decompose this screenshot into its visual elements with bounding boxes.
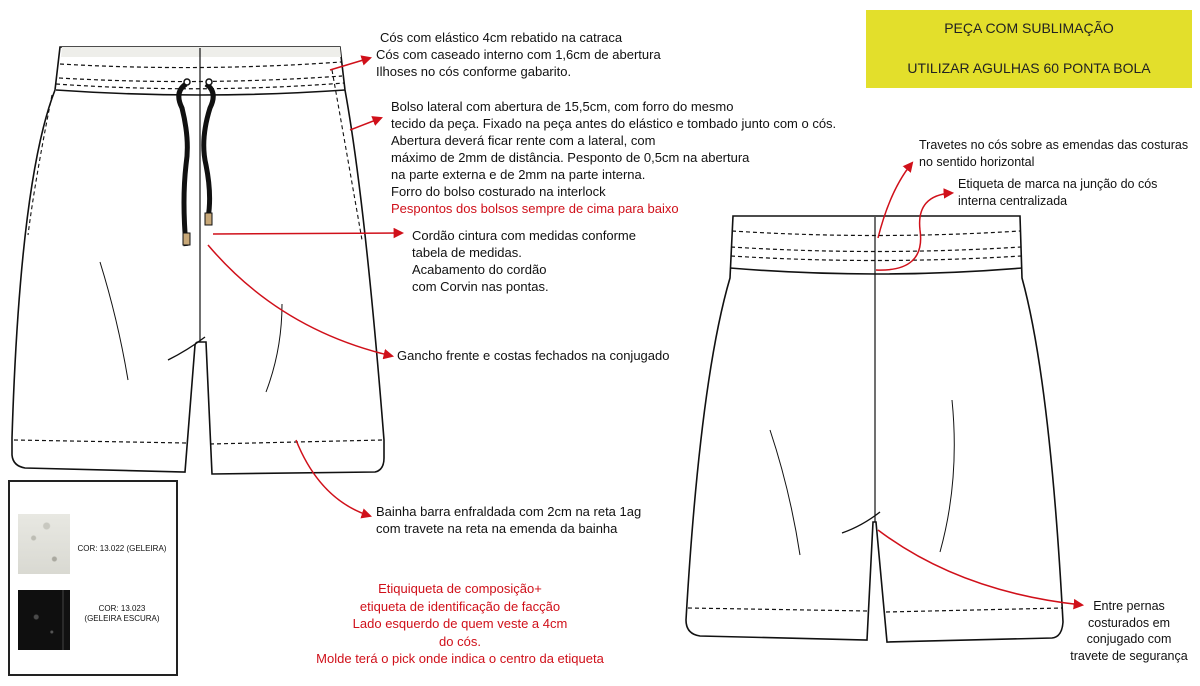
back-hem-stitch-left (688, 608, 868, 611)
note-waistband (376, 29, 661, 80)
note-line: Cós com caseado interno com 1,6cm de abertura (376, 47, 661, 62)
swatch-label-geleira (72, 544, 172, 554)
back-hem-stitch-right (886, 608, 1062, 612)
note-line: Molde terá o pick onde indica o centro da etiqueta (316, 651, 604, 666)
note-line: Ilhoses no cós conforme gabarito. (376, 64, 572, 79)
arrow-crotch (208, 245, 392, 356)
front-pocket-right-stitch (332, 70, 362, 240)
note-line: com Corvin nas pontas. (412, 279, 549, 294)
front-crotch-fold (168, 337, 205, 360)
front-waistband-top (61, 47, 341, 57)
note-line: travete de segurança (1070, 648, 1188, 663)
eyelet-left (184, 79, 190, 85)
note-line: Etiquiqueta de composição+ (378, 581, 542, 596)
note-line: costurados em (1088, 615, 1170, 630)
front-drape-left (100, 262, 128, 380)
swatch-label-line: (GELEIRA ESCURA) (84, 614, 160, 623)
front-pocket-left-stitch (28, 95, 52, 235)
note-line: tabela de medidas. (412, 245, 522, 260)
arrow-brand-label (876, 193, 952, 270)
note-line: Travetes no cós sobre as emendas das costuras (919, 138, 1189, 152)
banner-line-1: PEÇA COM SUBLIMAÇÃO (944, 20, 1114, 36)
note-line: Bolso lateral com abertura de 15,5cm, com forro do mesmo (391, 99, 734, 114)
note-composition (270, 580, 650, 668)
note-inseam (1062, 598, 1196, 664)
note-hem (376, 503, 641, 537)
note-brand-label (958, 176, 1157, 210)
back-waistband-stitch-1 (732, 231, 1020, 236)
note-line: no sentido horizontal (919, 155, 1035, 169)
note-line: interna centralizada (958, 194, 1068, 208)
note-line: tecido da peça. Fixado na peça antes do elástico e tombado junto com o cós. (391, 116, 837, 131)
arrow-cord (213, 233, 402, 234)
note-pocket-red: Pespontos dos bolsos sempre de cima para baixo (391, 201, 679, 216)
note-crotch: Gancho frente e costas fechados na conjugado (397, 348, 670, 363)
eyelet-right (206, 79, 212, 85)
note-line: Entre pernas (1093, 599, 1165, 613)
note-pocket (391, 98, 836, 217)
back-waistband-stitch-2 (731, 247, 1021, 252)
note-line: Bainha barra enfraldada com 2cm na reta 1ag (376, 504, 642, 519)
note-line: máximo de 2mm de distância. Pesponto de 0,5cm na abertura (391, 150, 750, 165)
note-line: Cós com elástico 4cm rebatido na catraca (380, 30, 623, 45)
swatch-label-geleira-escura (72, 604, 172, 624)
back-drape-left (770, 430, 800, 555)
note-line: Abertura deverá ficar rente com a lateral, com (391, 133, 656, 148)
swatch-geleira-escura (18, 590, 70, 650)
note-cord (412, 227, 636, 295)
back-shorts (686, 216, 1063, 642)
banner-line-2: UTILIZAR AGULHAS 60 PONTA BOLA (907, 60, 1151, 76)
front-hem-stitch-left (14, 440, 186, 443)
drawstring-right (204, 84, 213, 218)
back-drape-right (940, 400, 954, 552)
front-drape-right (266, 304, 282, 392)
note-bartacks (919, 137, 1188, 171)
note-line: Etiqueta de marca na junção do cós (958, 177, 1158, 191)
front-shorts (12, 47, 384, 474)
note-line: conjugado com (1086, 632, 1172, 646)
back-waistband-stitch-3 (731, 256, 1021, 261)
note-line: Cordão cintura com medidas conforme (412, 228, 636, 243)
drawstring (179, 79, 213, 246)
sublimation-banner (866, 10, 1192, 88)
arrow-inseam (878, 530, 1082, 605)
note-line: na parte externa e de 2mm na parte interna. (391, 167, 646, 182)
note-line: do cós. (439, 633, 481, 649)
note-line: Acabamento do cordão (412, 262, 547, 277)
drawstring-tip-left (183, 233, 190, 245)
back-waistband-bottom (730, 268, 1022, 274)
color-swatch-panel (8, 480, 178, 676)
note-line: Lado esquerdo de quem veste a 4cm (352, 616, 568, 631)
arrow-hem (296, 440, 370, 516)
note-line: com travete na reta na emenda da bainha (376, 521, 618, 536)
arrow-waistband (330, 58, 370, 70)
note-line: Forro do bolso costurado na interlock (391, 184, 606, 199)
note-line: etiqueta de identificação de facção (359, 598, 561, 614)
swatch-label-line: COR: 13.023 (98, 604, 146, 613)
drawstring-left (179, 84, 188, 246)
arrow-bartacks (878, 163, 912, 238)
swatch-geleira (18, 514, 70, 574)
front-shorts-outline (12, 47, 384, 474)
swatch-label-line: COR: 13.022 (GELEIRA) (77, 544, 167, 553)
arrow-pocket (350, 118, 381, 130)
drawstring-tip-right (205, 213, 212, 225)
